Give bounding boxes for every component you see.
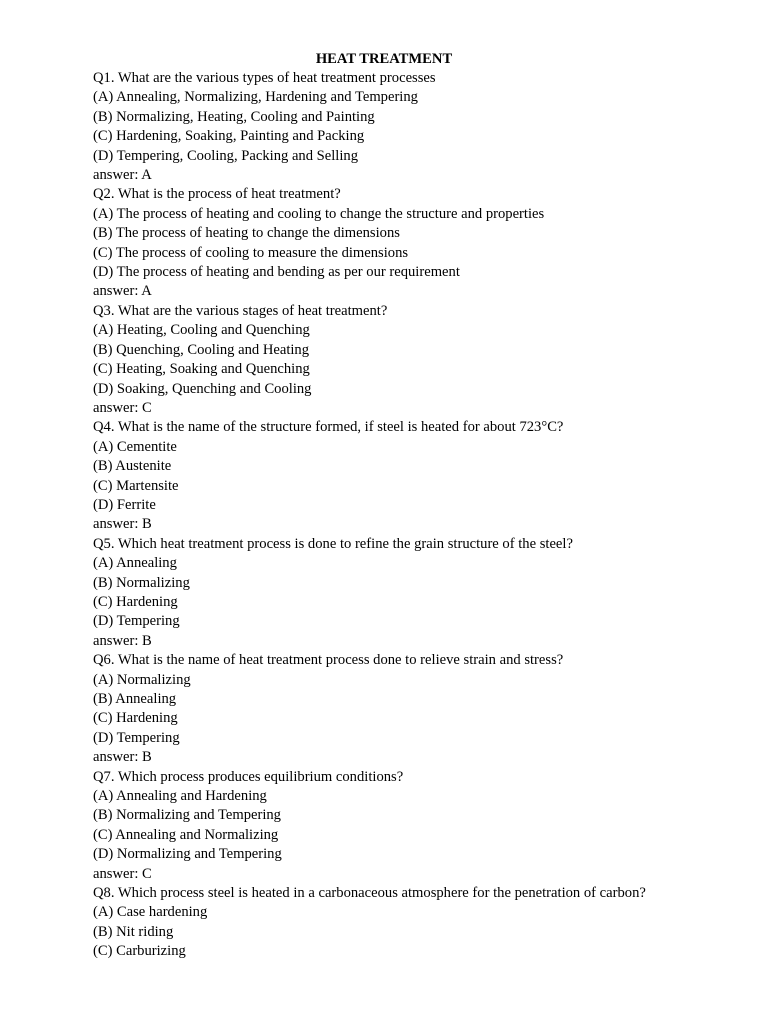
option-c: (C) Hardening, Soaking, Painting and Packing <box>93 128 365 145</box>
option-d: (D) Normalizing and Tempering <box>93 846 282 863</box>
option-b: (B) Normalizing <box>93 574 190 591</box>
option-b: (B) The process of heating to change the dimensions <box>93 225 400 242</box>
document-content <box>93 49 693 962</box>
question-text: Q2. What is the process of heat treatment? <box>93 186 341 203</box>
option-b: (B) Nit riding <box>93 923 174 940</box>
option-d: (D) Tempering <box>93 729 180 746</box>
question-text: Q8. Which process steel is heated in a carbonaceous atmosphere for the penetration of carbon? <box>93 885 646 902</box>
option-a: (A) Normalizing <box>93 671 191 688</box>
option-c: (C) Heating, Soaking and Quenching <box>93 361 310 378</box>
option-a: (A) Case hardening <box>93 904 208 921</box>
option-b: (B) Quenching, Cooling and Heating <box>93 341 310 358</box>
question-text: Q5. Which heat treatment process is done to refine the grain structure of the steel? <box>93 535 573 552</box>
question-text: Q6. What is the name of heat treatment process done to relieve strain and stress? <box>93 652 564 669</box>
option-c: (C) Carburizing <box>93 943 186 960</box>
option-a: (A) Annealing and Hardening <box>93 788 267 805</box>
answer-text: answer: B <box>93 632 152 649</box>
page-title: HEAT TREATMENT <box>315 51 453 67</box>
question-text: Q3. What are the various stages of heat treatment? <box>93 302 388 319</box>
option-a: (A) Heating, Cooling and Quenching <box>93 322 310 339</box>
question-text: Q4. What is the name of the structure formed, if steel is heated for about 723°C? <box>93 419 564 436</box>
answer-text: answer: B <box>93 516 152 533</box>
option-b: (B) Normalizing and Tempering <box>93 807 281 824</box>
answer-text: answer: C <box>93 865 152 882</box>
answer-text: answer: B <box>93 749 152 766</box>
option-d: (D) Soaking, Quenching and Cooling <box>93 380 312 397</box>
option-c: (C) Martensite <box>93 477 179 494</box>
answer-text: answer: A <box>93 167 152 184</box>
option-b: (B) Austenite <box>93 458 172 475</box>
option-c: (C) Annealing and Normalizing <box>93 826 279 843</box>
answer-text: answer: A <box>93 283 152 300</box>
option-c: (C) Hardening <box>93 593 178 610</box>
answer-text: answer: C <box>93 399 152 416</box>
option-d: (D) Ferrite <box>93 496 156 513</box>
option-b: (B) Normalizing, Heating, Cooling and Painting <box>93 108 375 125</box>
option-d: (D) Tempering <box>93 613 180 630</box>
option-c: (C) The process of cooling to measure the dimensions <box>93 244 409 261</box>
option-c: (C) Hardening <box>93 710 178 727</box>
question-text: Q1. What are the various types of heat treatment processes <box>93 70 436 86</box>
option-a: (A) Annealing <box>93 555 177 572</box>
question-text: Q7. Which process produces equilibrium conditions? <box>93 768 404 785</box>
option-a: (A) Annealing, Normalizing, Hardening and Tempering <box>93 89 418 106</box>
option-d: (D) The process of heating and bending as per our requirement <box>93 264 460 281</box>
option-a: (A) Cementite <box>93 438 177 455</box>
option-b: (B) Annealing <box>93 691 177 707</box>
option-d: (D) Tempering, Cooling, Packing and Selling <box>93 147 359 164</box>
option-a: (A) The process of heating and cooling to change the structure and properties <box>93 205 545 222</box>
